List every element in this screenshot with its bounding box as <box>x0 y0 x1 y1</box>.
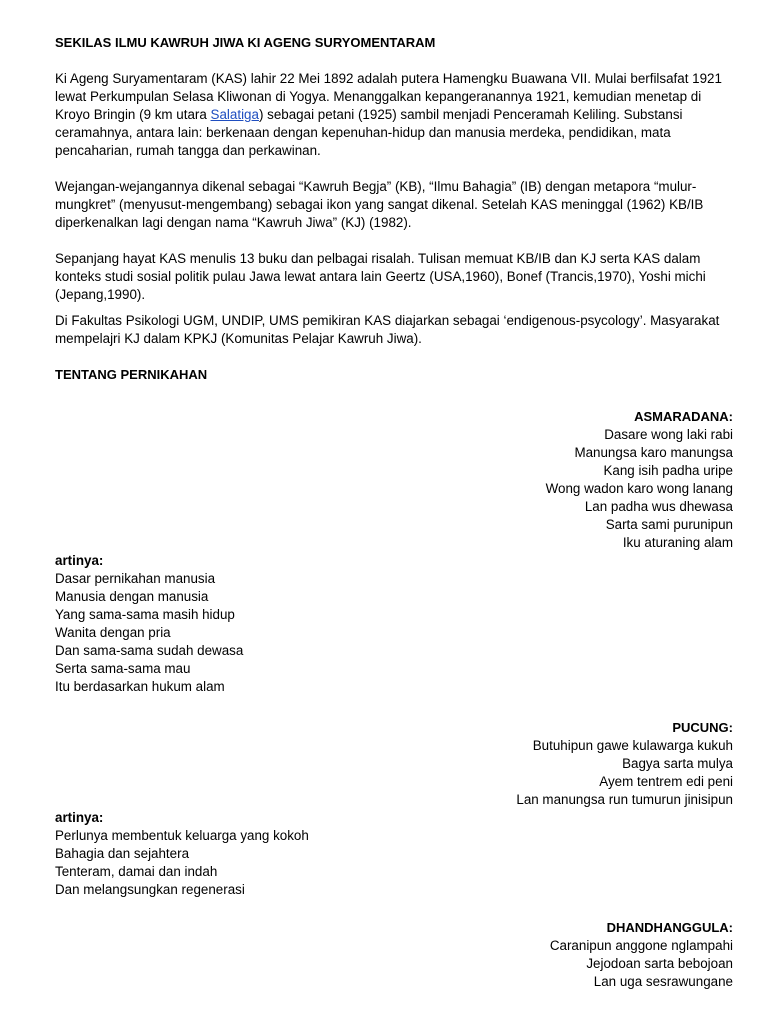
poem-title: PUCUNG: <box>672 720 733 735</box>
translation-line: Manusia dengan manusia <box>55 589 209 604</box>
translation-line: Yang sama-sama masih hidup <box>55 607 235 622</box>
salatiga-link[interactable]: Salatiga <box>210 107 259 122</box>
translation-pucung <box>55 809 733 899</box>
translation-line: Itu berdasarkan hukum alam <box>55 679 225 694</box>
document-page <box>55 34 733 991</box>
poem-dhandhanggula <box>55 919 733 991</box>
translation-line: Dan melangsungkan regenerasi <box>55 882 245 897</box>
poem-line: Lan manungsa run tumurun jinisipun <box>516 792 733 807</box>
translation-asmaradana <box>55 552 733 696</box>
poem-line: Kang isih padha uripe <box>603 463 733 478</box>
poem-title: DHANDHANGGULA: <box>606 920 733 935</box>
poem-line: Ayem tentrem edi peni <box>599 774 733 789</box>
poem-line: Iku aturaning alam <box>622 535 733 550</box>
poem-line: Wong wadon karo wong lanang <box>545 481 733 496</box>
translation-label: artinya: <box>55 553 104 568</box>
paragraph-4: Di Fakultas Psikologi UGM, UNDIP, UMS pemikiran KAS diajarkan sebagai ‘endigenous-psycology’. Masyarakat mempelajri KJ dalam KPKJ (Komunitas Pelajar Kawruh Jiwa). <box>55 313 720 346</box>
section-heading: TENTANG PERNIKAHAN <box>55 367 208 382</box>
poem-line: Manungsa karo manungsa <box>574 445 733 460</box>
poem-asmaradana <box>55 408 733 552</box>
paragraph-2: Wejangan-wejangannya dikenal sebagai “Kawruh Begja” (KB), “Ilmu Bahagia” (IB) dengan metapora “mulur-mungkret” (menyusut-mengembang) sebagai ikon yang sangat dikenal. Setelah KAS meninggal (1962) KB/IB diperkenalkan lagi dengan nama “Kawruh Jiwa” (KJ) (1982). <box>55 179 704 230</box>
poem-line: Bagya sarta mulya <box>622 756 733 771</box>
poem-line: Lan uga sesrawungane <box>593 974 733 989</box>
paragraph-1 <box>55 70 733 160</box>
poem-line: Dasare wong laki rabi <box>604 427 733 442</box>
poem-line: Butuhipun gawe kulawarga kukuh <box>532 738 733 753</box>
poem-line: Caranipun anggone nglampahi <box>549 938 733 953</box>
translation-line: Tenteram, damai dan indah <box>55 864 218 879</box>
translation-line: Serta sama-sama mau <box>55 661 191 676</box>
paragraph-1-text-b: ) sebagai petani (1925) sambil menjadi Penceramah Keliling. Substansi ceramahnya, antara lain: berkenaan dengan kepenuhan-hidup dan manusia merdeka, pendidikan, mata pencaharian, rumah tangga dan perkawinan. <box>55 107 683 158</box>
poem-line: Lan padha wus dhewasa <box>584 499 733 514</box>
translation-line: Dasar pernikahan manusia <box>55 571 216 586</box>
poem-title: ASMARADANA: <box>634 409 733 424</box>
poem-line: Jejodoan sarta bebojoan <box>586 956 733 971</box>
poem-line: Sarta sami purunipun <box>605 517 733 532</box>
translation-line: Perlunya membentuk keluarga yang kokoh <box>55 828 309 843</box>
translation-line: Dan sama-sama sudah dewasa <box>55 643 244 658</box>
poem-pucung <box>55 719 733 809</box>
translation-line: Wanita dengan pria <box>55 625 171 640</box>
paragraph-1-text-a: Ki Ageng Suryamentaram (KAS) lahir 22 Mei 1892 adalah putera Hamengku Buawana VII. Mulai berfilsafat 1921 lewat Perkumpulan Selasa Kliwonan di Yogya. Menanggalkan kepangeranannya 1921, kemudian menetap di Kroyo Bringin (9 km utara <box>55 71 722 122</box>
document-title: SEKILAS ILMU KAWRUH JIWA KI AGENG SURYOMENTARAM <box>55 35 436 50</box>
translation-label: artinya: <box>55 810 104 825</box>
translation-line: Bahagia dan sejahtera <box>55 846 190 861</box>
paragraph-3: Sepanjang hayat KAS menulis 13 buku dan pelbagai risalah. Tulisan memuat KB/IB dan KJ serta KAS dalam konteks studi sosial politik pulau Jawa lewat antara lain Geertz (USA,1960), Bonef (Trancis,1970), Yoshi michi (Jepang,1990). <box>55 251 706 302</box>
